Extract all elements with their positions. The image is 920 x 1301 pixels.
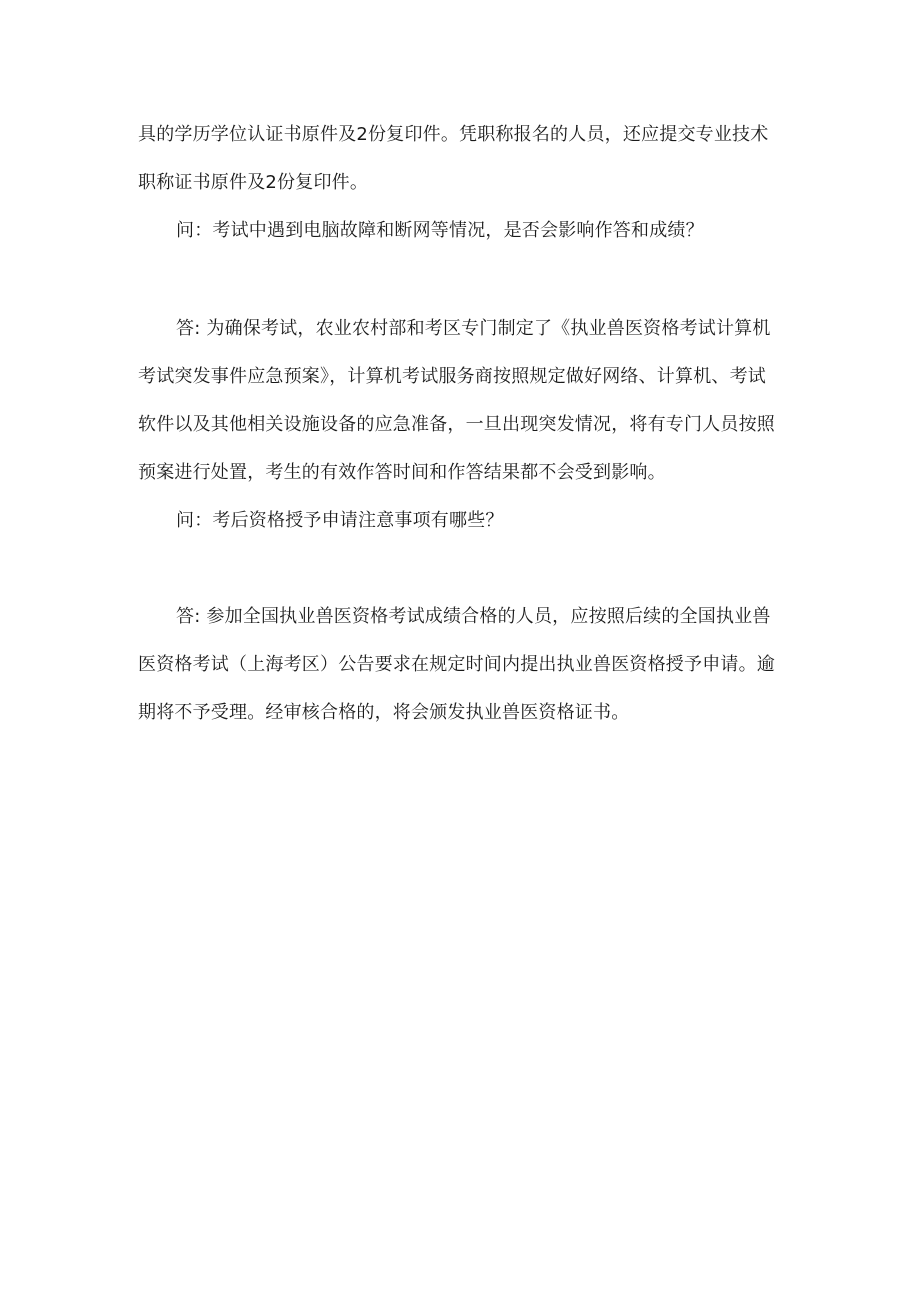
answer-line: 医资格考试（上海考区）公告要求在规定时间内提出执业兽医资格授予申请。逾 bbox=[138, 654, 775, 675]
paragraph-line: 具的学历学位认证书原件及2份复印件。凭职称报名的人员，还应提交专业技术 bbox=[138, 124, 769, 145]
answer-line: 答: 参加全国执业兽医资格考试成绩合格的人员，应按照后续的全国执业兽 bbox=[176, 606, 771, 627]
answer-line: 答: 为确保考试，农业农村部和考区专门制定了《执业兽医资格考试计算机 bbox=[176, 318, 771, 339]
answer-line: 考试突发事件应急预案》，计算机考试服务商按照规定做好网络、计算机、考试 bbox=[138, 366, 766, 387]
answer-line: 预案进行处置，考生的有效作答时间和作答结果都不会受到影响。 bbox=[138, 462, 666, 483]
question-line: 问：考试中遇到电脑故障和断网等情况，是否会影响作答和成绩？ bbox=[176, 220, 704, 241]
answer-line: 期将不予受理。经审核合格的，将会颁发执业兽医资格证书。 bbox=[138, 702, 630, 723]
question-line: 问：考后资格授予申请注意事项有哪些？ bbox=[176, 510, 504, 531]
answer-line: 软件以及其他相关设施设备的应急准备，一旦出现突发情况，将有专门人员按照 bbox=[138, 414, 775, 435]
paragraph-line: 职称证书原件及2份复印件。 bbox=[138, 172, 369, 193]
